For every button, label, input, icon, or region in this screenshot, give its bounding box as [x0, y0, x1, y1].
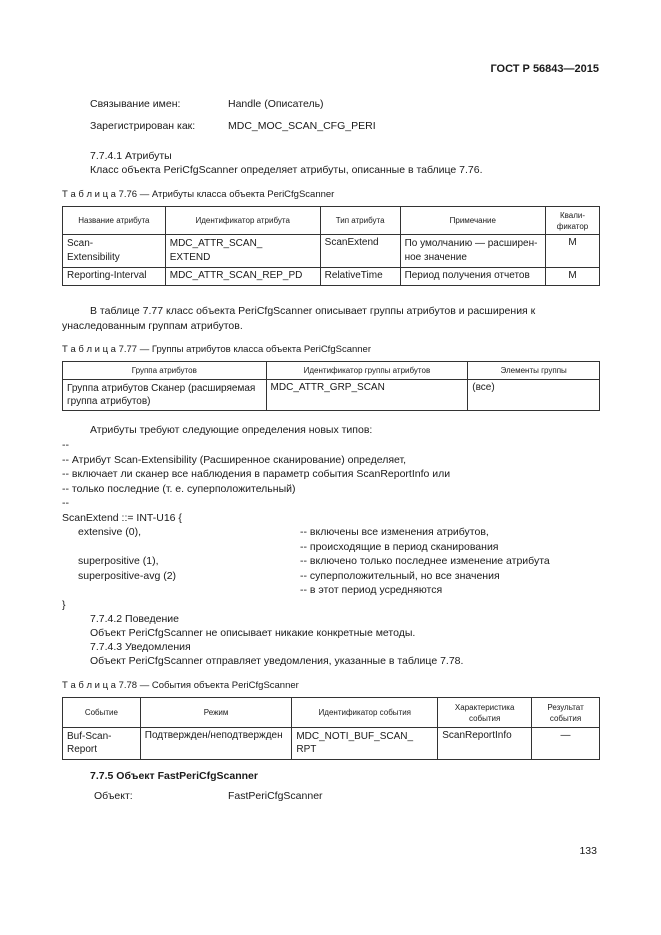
- code-line: --: [62, 439, 69, 451]
- table-76-header: Идентификатор атрибута: [165, 207, 320, 235]
- section-775-title: 7.7.5 Объект FastPeriCfgScanner: [90, 770, 258, 782]
- table-77: [62, 361, 600, 411]
- table-76-header: Тип атрибута: [320, 207, 400, 235]
- table-row: [63, 380, 600, 411]
- code-line: extensive (0), -- включены все изменения атрибутов,: [78, 526, 489, 538]
- naming-value: Handle (Описатель): [228, 98, 324, 110]
- section-7743-text: Объект PeriCfgScanner отправляет уведомления, указанные в таблице 7.78.: [90, 655, 464, 667]
- table-76-header: Квали- фикатор: [546, 207, 600, 235]
- table-76-caption: Т а б л и ц а 7.76 — Атрибуты класса объекта PeriCfgScanner: [62, 189, 335, 200]
- table-cell: RelativeTime: [320, 268, 400, 286]
- table-cell: M: [546, 235, 600, 268]
- section-7742-text: Объект PeriCfgScanner не описывает никакие конкретные методы.: [90, 627, 416, 639]
- paragraph-table-77-intro: В таблице 7.77 класс объекта PeriCfgScanner описывает группы атрибутов и расширения к унаследованным группам атрибутов.: [62, 305, 536, 332]
- table-76-header: Примечание: [400, 207, 545, 235]
- registered-label: Зарегистрирован как:: [90, 120, 196, 132]
- table-row: [63, 728, 600, 760]
- table-77-caption: Т а б л и ц а 7.77 — Группы атрибутов класса объекта PeriCfgScanner: [62, 344, 371, 355]
- table-78-header: Идентификатор события: [292, 698, 438, 728]
- table-cell: Buf-Scan- Report: [63, 728, 141, 760]
- code-line: --: [62, 497, 69, 509]
- types-intro: Атрибуты требуют следующие определения новых типов:: [90, 424, 373, 436]
- table-77-header: Элементы группы: [468, 362, 600, 380]
- object-label: Объект:: [94, 790, 133, 802]
- table-cell: Группа атрибутов Сканер (расширяемая группа атрибутов): [63, 380, 267, 411]
- code-line: }: [62, 598, 66, 611]
- table-cell: Период получения отчетов: [400, 268, 545, 286]
- table-cell: ScanReportInfo: [438, 728, 532, 760]
- table-cell: MDC_ATTR_SCAN_ EXTEND: [165, 235, 320, 268]
- table-78-header: Режим: [140, 698, 292, 728]
- code-line: superpositive (1), -- включено только последнее изменение атрибута: [78, 555, 550, 567]
- object-value: FastPeriCfgScanner: [228, 790, 323, 802]
- table-cell: По умолчанию — расширен- ное значение: [400, 235, 545, 268]
- table-cell: MDC_ATTR_GRP_SCAN: [266, 380, 468, 411]
- code-line: superpositive-avg (2) -- суперположительный, но все значения: [78, 569, 500, 582]
- table-78-caption: Т а б л и ц а 7.78 — События объекта PeriCfgScanner: [62, 680, 299, 691]
- table-cell: ScanExtend: [320, 235, 400, 268]
- code-line: -- Атрибут Scan-Extensibility (Расширенное сканирование) определяет,: [62, 453, 407, 466]
- table-76-header: Название атрибута: [63, 207, 166, 235]
- naming-label: Связывание имен:: [90, 98, 181, 110]
- table-cell: MDC_NOTI_BUF_SCAN_ RPT: [292, 728, 438, 760]
- table-row: [63, 268, 600, 286]
- table-78-header: Результат события: [532, 698, 600, 728]
- table-cell: MDC_ATTR_SCAN_REP_PD: [165, 268, 320, 286]
- section-7741-text: Класс объекта PeriCfgScanner определяет атрибуты, описанные в таблице 7.76.: [90, 164, 483, 176]
- table-cell: Reporting-Interval: [63, 268, 166, 286]
- table-cell: Scan- Extensibility: [63, 235, 166, 268]
- section-7743-title: 7.7.4.3 Уведомления: [90, 641, 191, 653]
- table-cell: Подтвержден/неподтвержден: [140, 728, 292, 760]
- code-line: -- только последние (т. е. суперположительный): [62, 482, 296, 495]
- code-line: -- в этот период усредняются: [300, 584, 443, 596]
- table-77-header: Идентификатор группы атрибутов: [266, 362, 468, 380]
- code-line: ScanExtend ::= INT-U16 {: [62, 511, 182, 524]
- table-cell: —: [532, 728, 600, 760]
- standard-header: ГОСТ Р 56843—2015: [490, 63, 599, 75]
- table-78: [62, 697, 600, 760]
- registered-value: MDC_MOC_SCAN_CFG_PERI: [228, 120, 376, 132]
- page-number: 133: [579, 845, 597, 857]
- code-line: -- включает ли сканер все наблюдения в параметр события ScanReportInfo или: [62, 468, 451, 480]
- section-7741-title: 7.7.4.1 Атрибуты: [90, 150, 172, 162]
- table-row: [63, 235, 600, 268]
- table-77-header: Группа атрибутов: [63, 362, 267, 380]
- asn-code-block: [62, 438, 600, 612]
- table-78-header: Характеристика события: [438, 698, 532, 728]
- table-78-header: Событие: [63, 698, 141, 728]
- section-7742-title: 7.7.4.2 Поведение: [90, 613, 179, 625]
- table-76: [62, 206, 600, 286]
- table-cell: M: [546, 268, 600, 286]
- code-line: -- происходящие в период сканирования: [300, 540, 499, 553]
- table-cell: (все): [468, 380, 600, 411]
